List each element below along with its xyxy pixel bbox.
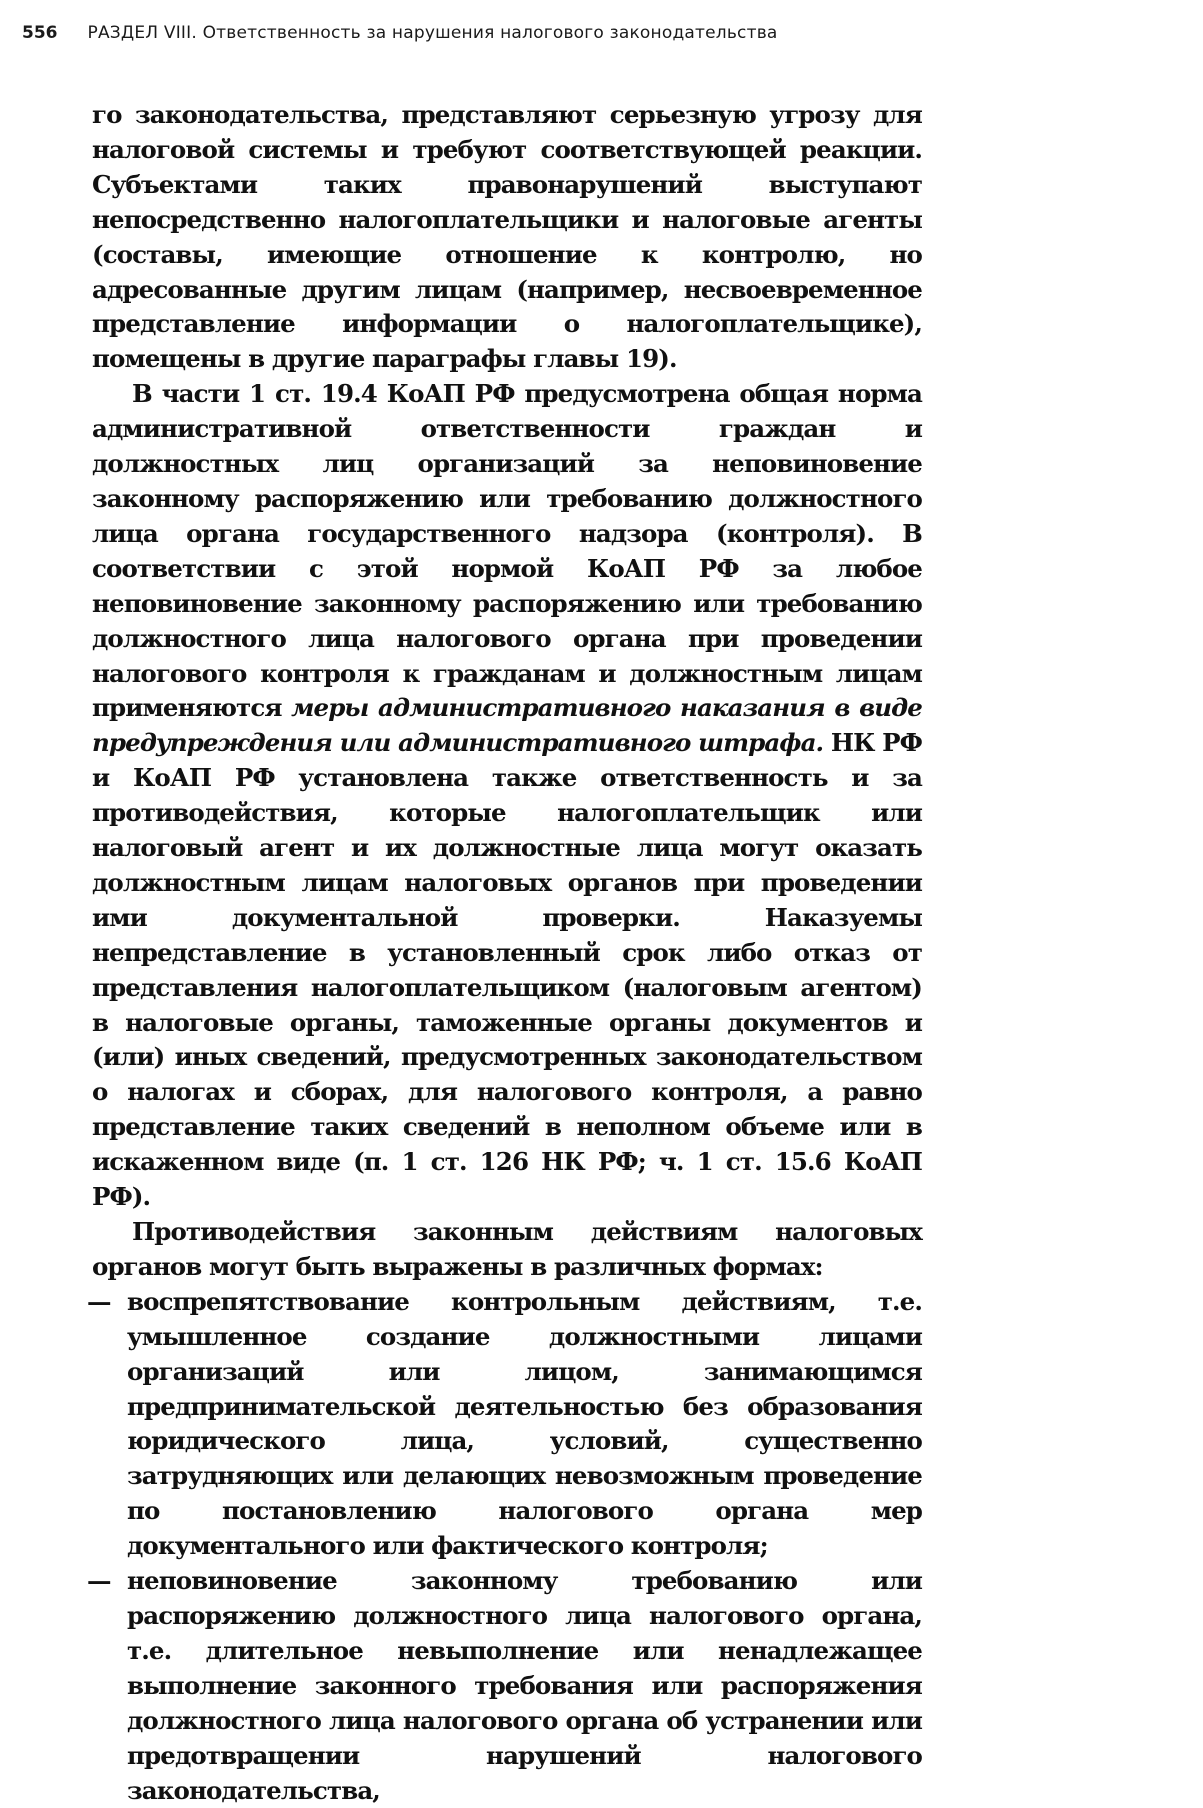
forms-list (87, 1285, 922, 1808)
paragraph-coap-norm (92, 377, 922, 1215)
paragraph-coap-norm-text: В части 1 ст. 19.4 КоАП РФ предусмотрена общая норма административной ответственности граждан и должностных лиц организаций за неповиновение законному распоряжению или требованию должностного лица органа государственного надзора (контроля). В соответствии с этой нормой КоАП РФ за любое неповиновение законному распоряжению или требованию должностного лица налогового органа при проведении налогового контроля к гражданам и должностным лицам применяются (92, 379, 922, 723)
running-head (22, 18, 1182, 48)
list-dash: — (87, 1286, 111, 1316)
list-item-text: воспрепятствование контрольным действиям, т.е. умышленное создание должностными лицами организаций или лицом, занимающимся предпринимательской деятельностью без образования юридического лица, условий, существенно затрудняющих или делающих невозможным проведение по постановлению налогового органа мер документального или фактического контроля; (127, 1286, 922, 1561)
list-item (87, 1564, 922, 1808)
running-title: РАЗДЕЛ VIII. Ответственность за нарушения налогового законодательства (87, 23, 778, 43)
list-item (87, 1285, 922, 1564)
list-item-text: неповиновение законному требованию или распоряжению должностного лица налогового органа, т.е. длительное невыполнение или ненадлежащее выполнение законного требования или распоряжения должностного лица налогового органа об устранении или предотвращении нарушений налогового законодательства, (127, 1566, 922, 1805)
paragraph-continuation: го законодательства, представляют серьезную угрозу для налоговой системы и требуют соответствующей реакции. Субъектами таких правонарушений выступают непосредственно налогоплательщики и налоговые агенты (составы, имеющие отношение к контролю, но адресованные другим лицам (например, несвоевременное представление информации о налогоплательщике), помещены в другие параграфы главы 19). (92, 100, 922, 374)
body-text (87, 98, 922, 1808)
page-number: 556 (22, 23, 58, 43)
paragraph-coap-norm-continuation: НК РФ и КоАП РФ установлена также ответственность и за противодействия, которые налогоплательщик или налоговый агент и их должностные лица могут оказать должностным лицам налоговых органов при проведении ими документальной проверки. Наказуемы непредставление в установленный срок либо отказ от представления налогоплательщиком (налоговым агентом) в налоговые органы, таможенные органы документов и (или) иных сведений, предусмотренных законодательством о налогах и сборах, для налогового контроля, а равно представление таких сведений в неполном объеме или в искаженном виде (п. 1 ст. 126 НК РФ; ч. 1 ст. 15.6 КоАП РФ). (92, 728, 922, 1212)
emphasis-administrative-penalty: меры административного наказания в виде предупреждения или административного штрафа. (92, 693, 922, 758)
list-dash: — (87, 1566, 111, 1596)
paragraph-forms-intro: Противодействия законным действиям налоговых органов могут быть выражены в различных формах: (92, 1217, 922, 1281)
